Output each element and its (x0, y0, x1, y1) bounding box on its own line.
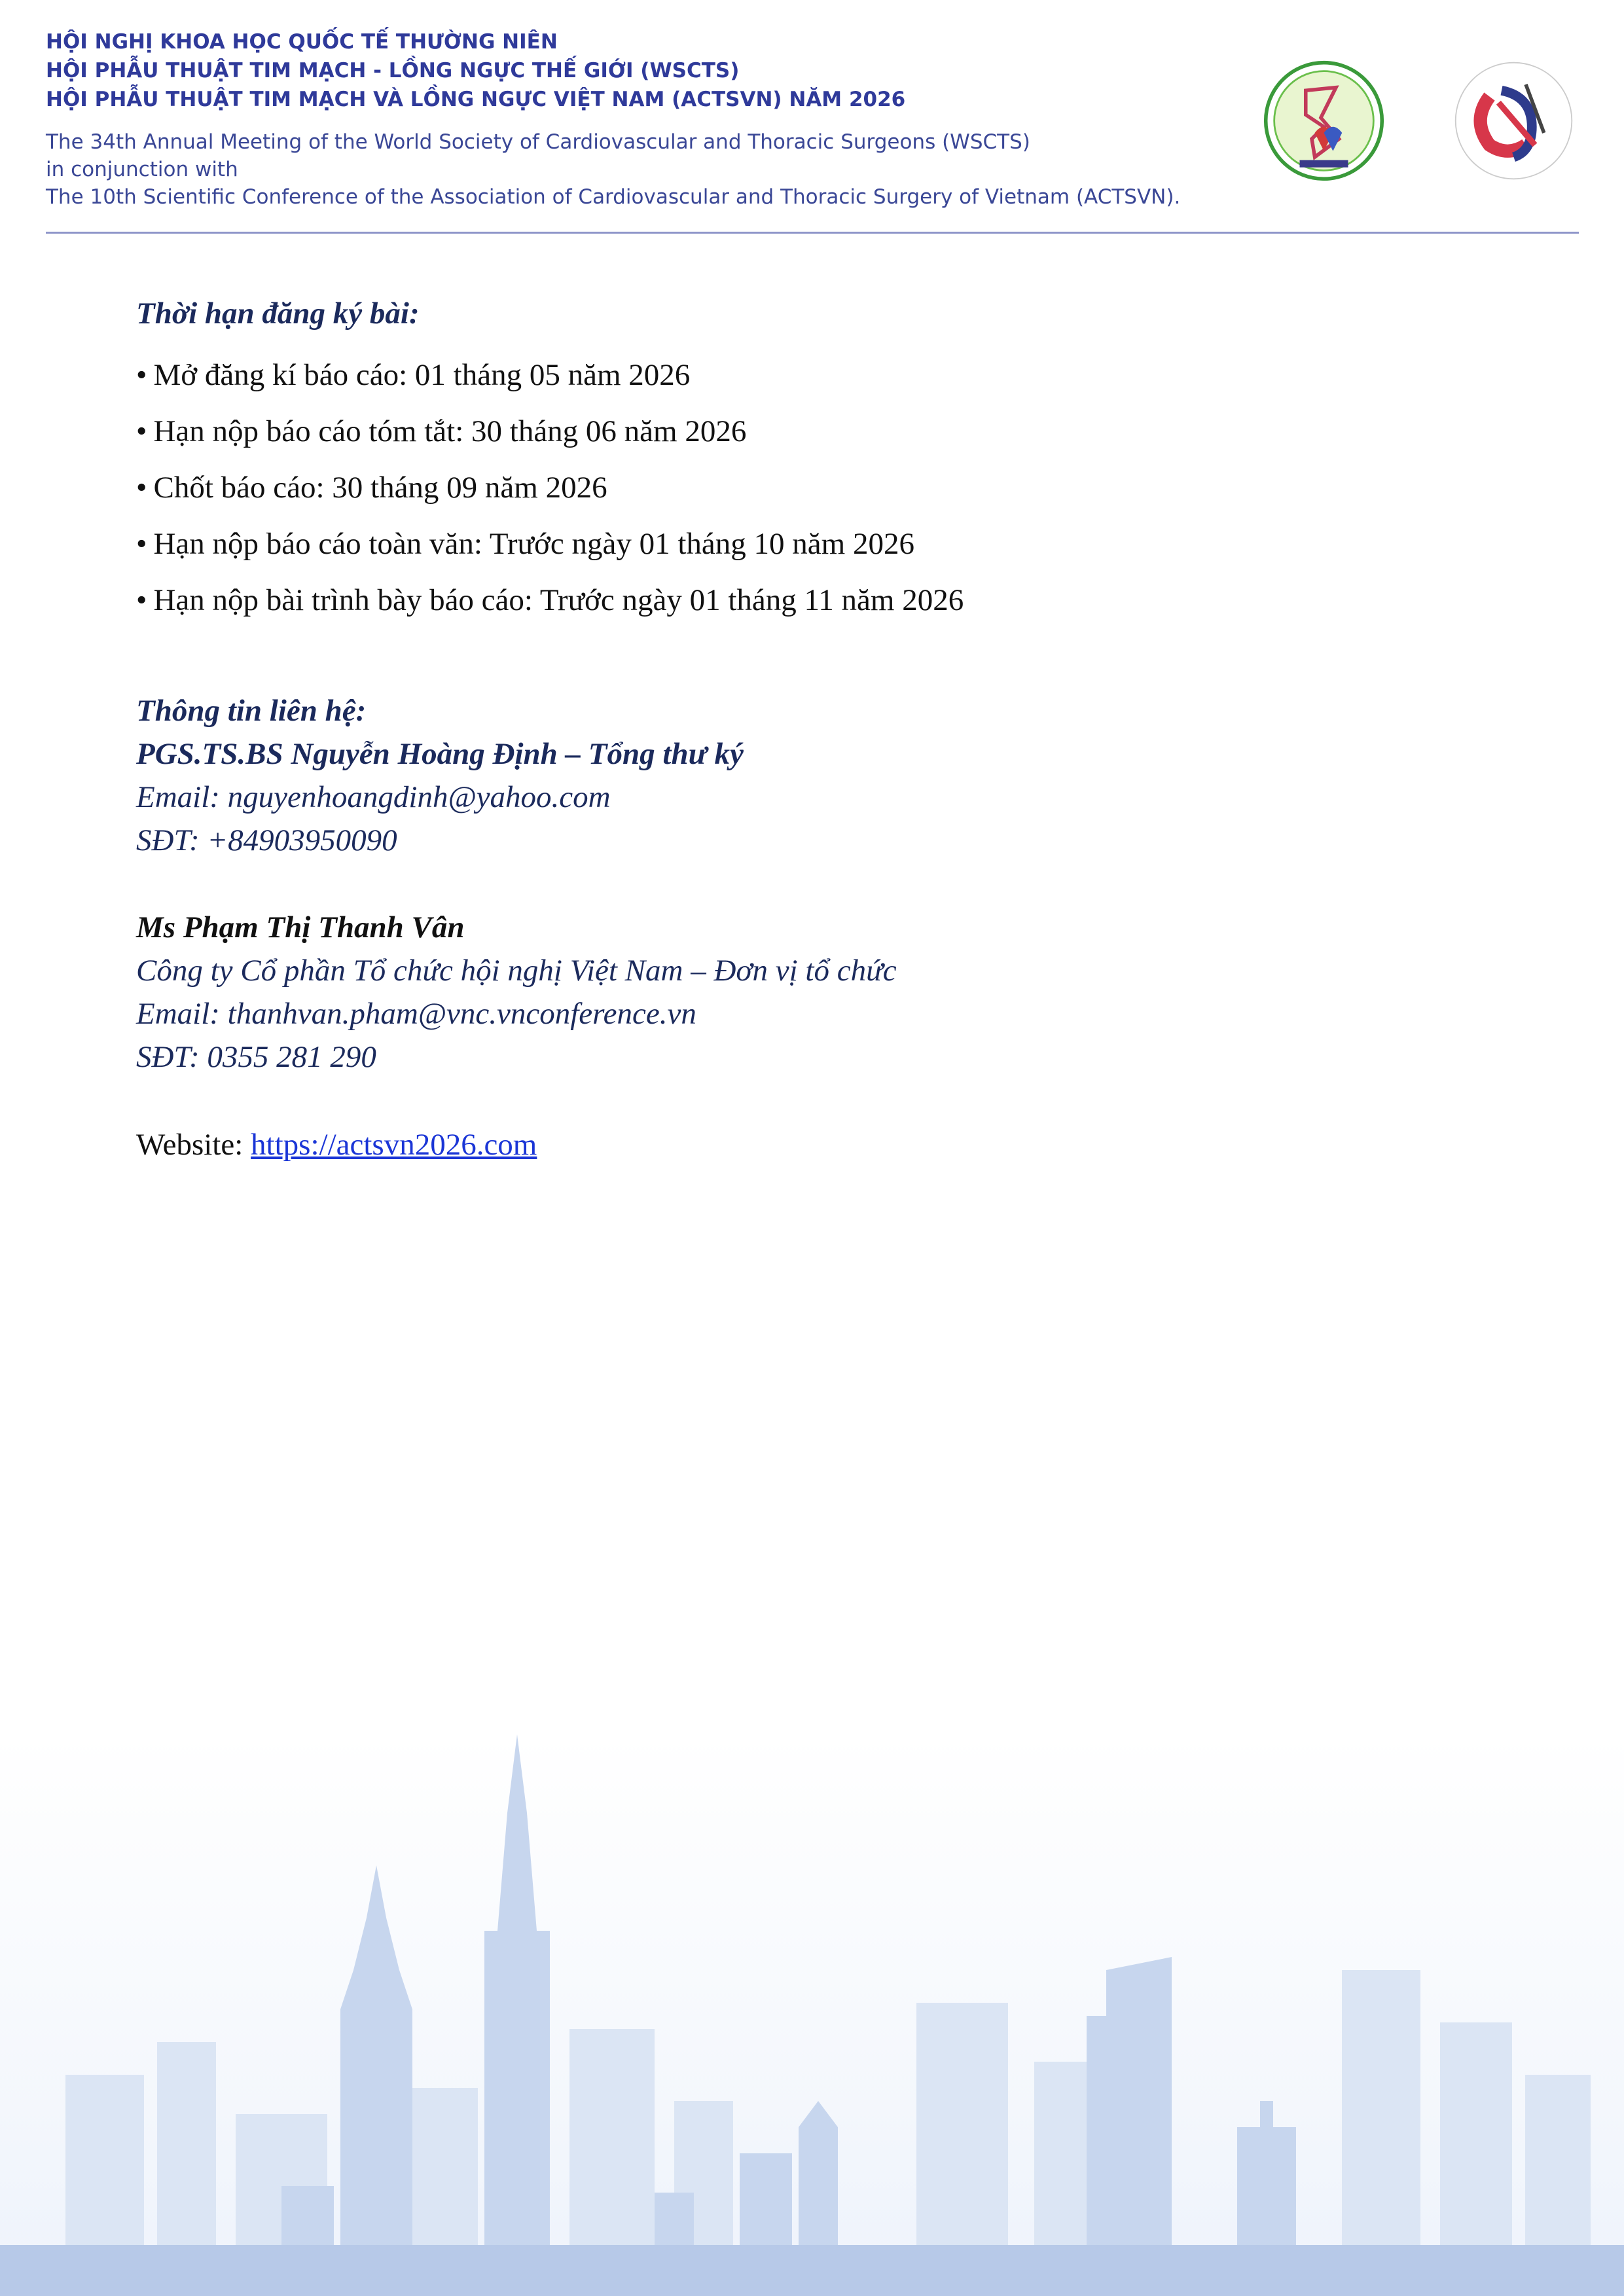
contact-heading: Thông tin liên hệ: (136, 694, 367, 728)
header-vietnamese-title (46, 27, 905, 114)
actsvn-logo (1263, 60, 1384, 181)
deadlines-list (136, 347, 964, 628)
deadlines-heading: Thời hạn đăng ký bài: (136, 296, 420, 331)
header-en-line-1: The 34th Annual Meeting of the World Society of Cardiovascular and Thoracic Surgeons (WSCTS) (46, 130, 1030, 154)
deadline-item: • Hạn nộp báo cáo tóm tắt: 30 tháng 06 năm 2026 (136, 403, 964, 459)
contact-person-1-email: Email: nguyenhoangdinh@yahoo.com (136, 780, 611, 814)
contact-person-2-email: Email: thanhvan.pham@vnc.vnconference.vn (136, 997, 696, 1031)
header-divider (46, 232, 1579, 234)
contact-block-2 (136, 906, 897, 1079)
website-line (136, 1123, 537, 1166)
deadline-item: • Hạn nộp báo cáo toàn văn: Trước ngày 01 tháng 10 năm 2026 (136, 516, 964, 572)
header-vn-line-2: HỘI PHẪU THUẬT TIM MẠCH - LỒNG NGỰC THẾ GIỚI (WSCTS) (46, 59, 740, 82)
contact-person-2-org: Công ty Cổ phần Tổ chức hội nghị Việt Nam – Đơn vị tổ chức (136, 954, 897, 988)
contact-block-1 (136, 689, 744, 862)
website-link[interactable]: https://actsvn2026.com (251, 1128, 537, 1162)
header-english-title (46, 128, 1180, 211)
website-label: Website: (136, 1128, 251, 1162)
header-en-line-2: in conjunction with (46, 158, 238, 181)
deadline-item: • Chốt báo cáo: 30 tháng 09 năm 2026 (136, 459, 964, 516)
wscts-logo (1453, 60, 1574, 181)
header-vn-line-1: HỘI NGHỊ KHOA HỌC QUỐC TẾ THƯỜNG NIÊN (46, 30, 558, 54)
deadline-item: • Mở đăng kí báo cáo: 01 tháng 05 năm 2026 (136, 347, 964, 403)
header-vn-line-3: HỘI PHẪU THUẬT TIM MẠCH VÀ LỒNG NGỰC VIỆT NAM (ACTSVN) NĂM 2026 (46, 88, 906, 111)
header-en-line-3: The 10th Scientific Conference of the Association of Cardiovascular and Thoracic Surgery of Vietnam (ACTSVN). (46, 185, 1181, 209)
contact-person-2-name: Ms Phạm Thị Thanh Vân (136, 910, 465, 944)
deadline-item: • Hạn nộp bài trình bày báo cáo: Trước ngày 01 tháng 11 năm 2026 (136, 572, 964, 628)
contact-person-1-name: PGS.TS.BS Nguyễn Hoàng Định – Tổng thư ký (136, 737, 744, 771)
contact-person-2-phone: SĐT: 0355 281 290 (136, 1040, 376, 1074)
city-skyline-illustration (0, 1734, 1624, 2296)
contact-person-1-phone: SĐT: +84903950090 (136, 823, 397, 857)
